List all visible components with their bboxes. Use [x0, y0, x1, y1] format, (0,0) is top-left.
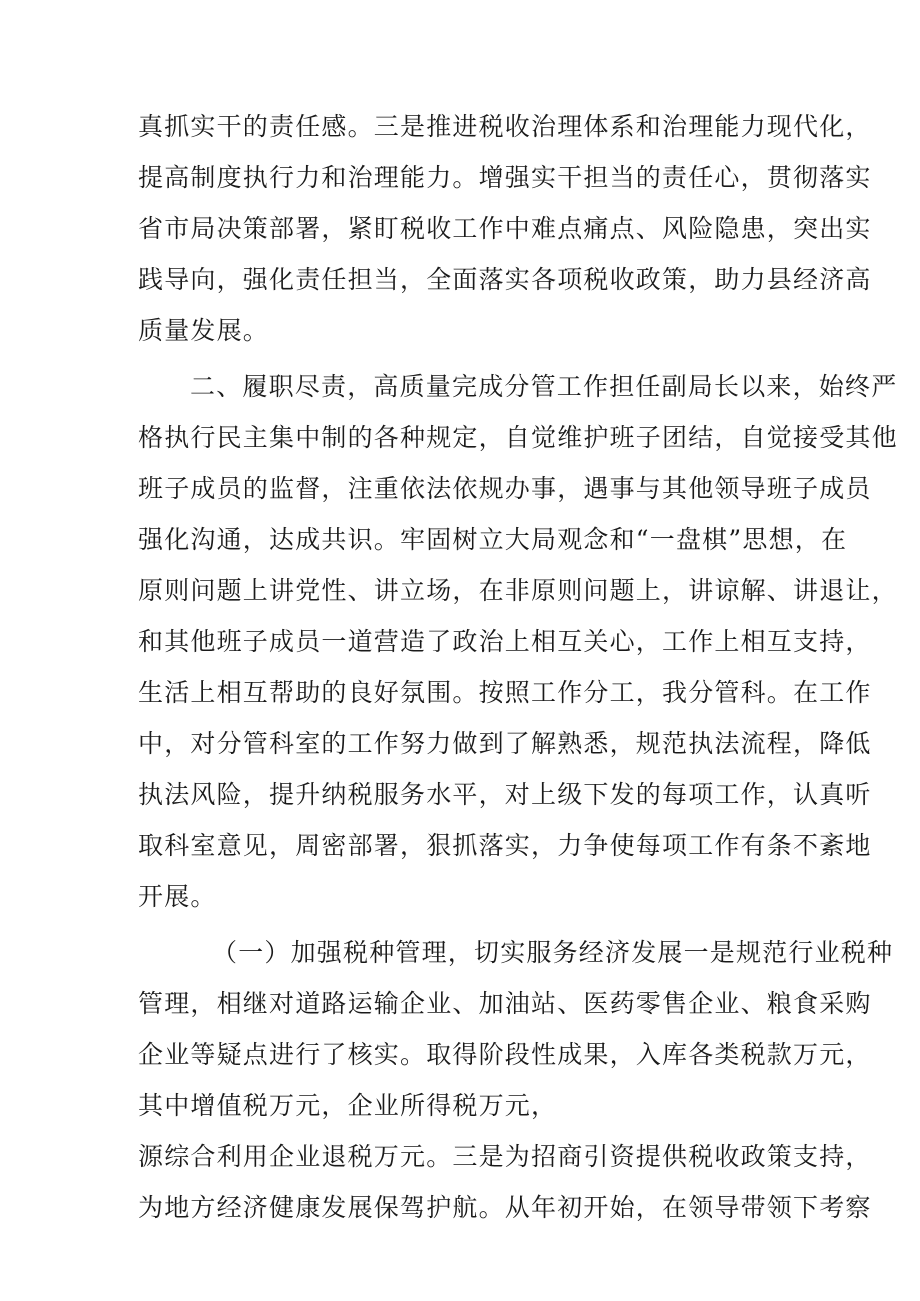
text-line: 原则问题上讲党性、讲立场，在非原则问题上，讲谅解、讲退让， — [138, 576, 898, 605]
text-line: 强化沟通，达成共识。牢固树立大局观念和“一盘棋”思想，在 — [138, 525, 848, 554]
text-line: 开展。 — [138, 882, 217, 911]
text-line: 源综合利用企业退税万元。三是为招商引资提供税收政策支持， — [138, 1142, 872, 1171]
text-line: 班子成员的监督，注重依法依规办事，遇事与其他领导班子成员 — [138, 474, 872, 503]
text-line: 二、履职尽责，高质量完成分管工作担任副局长以来，始终严 — [190, 372, 898, 401]
text-line: 为地方经济健康发展保驾护航。从年初开始，在领导带领下考察 — [138, 1193, 872, 1222]
text-line: 提高制度执行力和治理能力。增强实干担当的责任心，贯彻落实 — [138, 163, 872, 192]
text-line: 和其他班子成员一道营造了政治上相互关心，工作上相互支持， — [138, 627, 872, 656]
text-line: 省市局决策部署，紧盯税收工作中难点痛点、风险隐患，突出实 — [138, 214, 872, 243]
text-line: 执法风险，提升纳税服务水平，对上级下发的每项工作，认真听 — [138, 780, 872, 809]
text-line: 格执行民主集中制的各种规定，自觉维护班子团结，自觉接受其他 — [138, 423, 898, 452]
text-line: 其中增值税万元，企业所得税万元， — [138, 1091, 558, 1120]
text-line: 质量发展。 — [138, 316, 270, 345]
text-line: 践导向，强化责任担当，全面落实各项税收政策，助力县经济高 — [138, 265, 872, 294]
text-line: 真抓实干的责任感。三是推进税收治理体系和治理能力现代化， — [138, 112, 872, 141]
text-line: （一）加强税种管理，切实服务经济发展一是规范行业税种 — [212, 938, 894, 967]
text-line: 企业等疑点进行了核实。取得阶段性成果，入库各类税款万元， — [138, 1040, 872, 1069]
text-line: 生活上相互帮助的良好氛围。按照工作分工，我分管科。在工作 — [138, 678, 872, 707]
text-line: 取科室意见，周密部署，狠抓落实，力争使每项工作有条不紊地 — [138, 831, 872, 860]
text-line: 中，对分管科室的工作努力做到了解熟悉，规范执法流程，降低 — [138, 729, 872, 758]
text-line: 管理，相继对道路运输企业、加油站、医药零售企业、粮食采购 — [138, 989, 872, 1018]
